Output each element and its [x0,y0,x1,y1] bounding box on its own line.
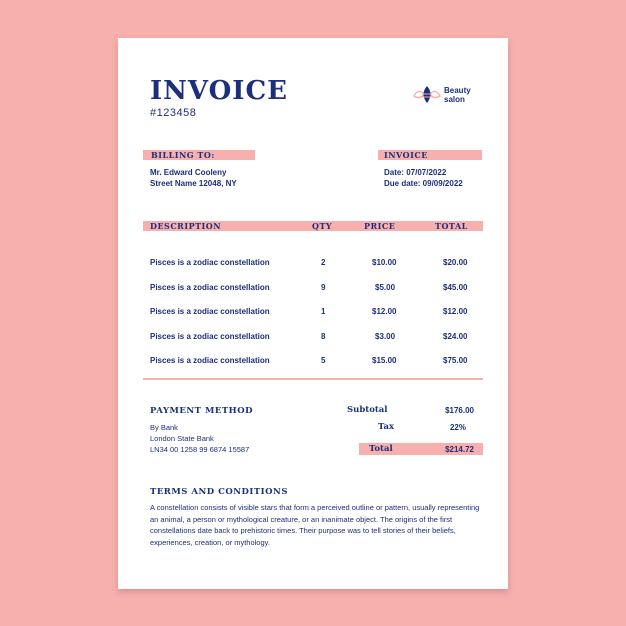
payment-line2: London State Bank [150,434,214,443]
payment-heading: PAYMENT METHOD [150,406,253,416]
row-total: $12.00 [443,307,468,316]
row-price: $15.00 [372,356,397,365]
table-row [143,283,483,295]
terms-text: A constellation consists of visible stars that form a perceived outline or pattern, usually representing an animal, a person or mythological creature, or an inanimate object. The origins of the first constellations date back to prehistoric times. Their purpose was to tell stories of their beliefs, experiences, creation, or mythology. [150,503,480,547]
payment-details [150,422,249,455]
payment-line1: By Bank [150,423,178,432]
header-description: DESCRIPTION [150,221,222,231]
brand-name-line2: salon [444,95,465,104]
row-description: Pisces is a zodiac constellation [150,332,270,341]
row-total: $45.00 [443,283,468,292]
subtotal-label: Subtotal [347,405,388,415]
row-qty: 8 [321,332,326,341]
invoice-info-heading: INVOICE [378,150,482,160]
total-value: $214.72 [445,445,474,454]
row-qty: 5 [321,356,326,365]
payment-line3: LN34 00 1258 99 6874 15587 [150,445,250,454]
invoice-title: INVOICE [150,76,288,106]
tax-value: 22% [449,423,466,432]
row-price: $3.00 [375,332,396,341]
invoice-due-date: Due date: 09/09/2022 [384,179,463,188]
header-total: TOTAL [435,221,468,231]
row-total: $20.00 [443,258,468,267]
invoice-page [118,38,508,589]
header-price: PRICE [364,221,396,231]
row-description: Pisces is a zodiac constellation [150,356,270,365]
total-label: Total [369,444,393,454]
row-description: Pisces is a zodiac constellation [150,258,270,267]
tax-label: Tax [378,422,395,432]
header-qty: QTY [312,221,333,231]
row-qty: 1 [321,307,326,316]
table-row [143,332,483,344]
row-price: $5.00 [375,283,396,292]
billing-heading: BILLING TO: [143,150,255,160]
terms-heading: TERMS AND CONDITIONS [150,487,288,497]
brand-name-line1: Beauty [444,86,471,95]
row-total: $75.00 [443,356,468,365]
table-row [143,356,483,368]
row-description: Pisces is a zodiac constellation [150,283,270,292]
invoice-info-details [384,167,463,189]
row-price: $10.00 [372,258,397,267]
row-total: $24.00 [443,332,468,341]
table-divider [143,378,483,380]
row-description: Pisces is a zodiac constellation [150,307,270,316]
table-row [143,258,483,270]
row-price: $12.00 [372,307,397,316]
invoice-number: #123458 [150,107,197,119]
billing-name: Mr. Edward Cooleny [150,168,227,177]
subtotal-value: $176.00 [445,406,474,415]
total-band [359,443,483,455]
billing-address: Street Name 12048, NY [150,179,237,188]
table-header [143,221,483,231]
row-qty: 9 [321,283,326,292]
billing-details [150,167,237,189]
table-row [143,307,483,319]
row-qty: 2 [321,258,326,267]
brand-name [444,86,471,104]
invoice-date: Date: 07/07/2022 [384,168,447,177]
